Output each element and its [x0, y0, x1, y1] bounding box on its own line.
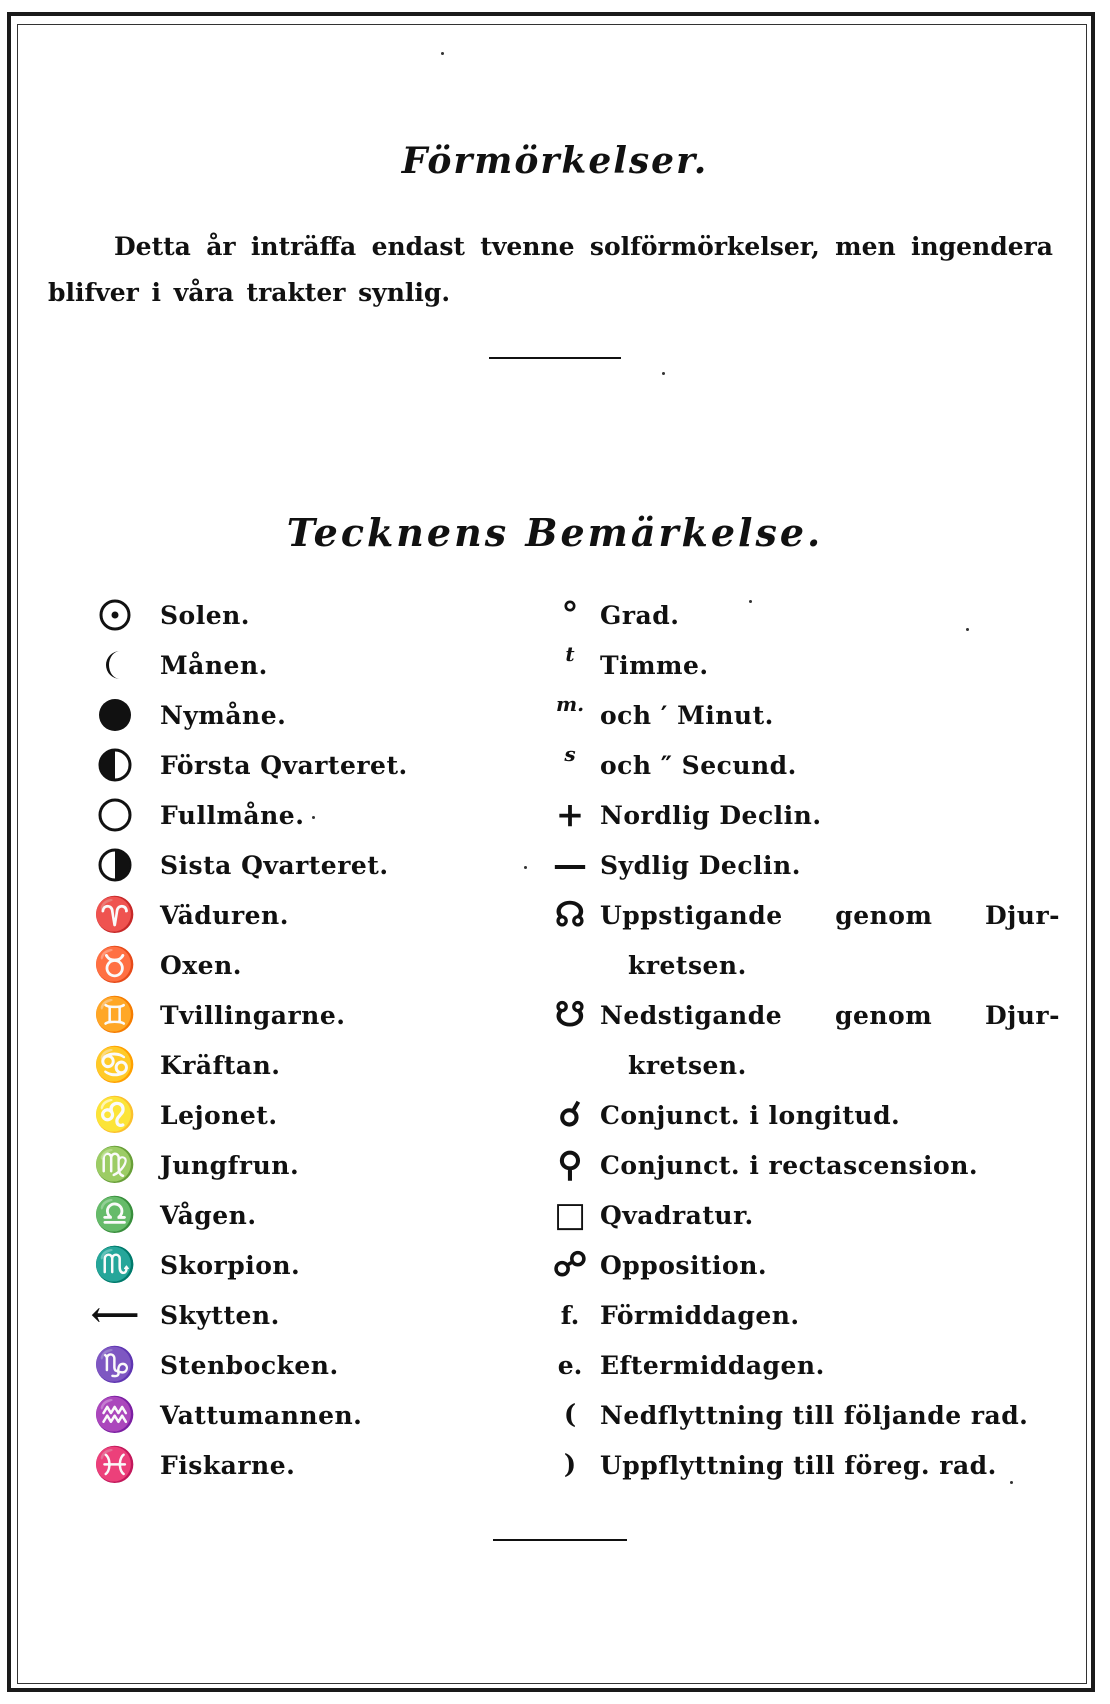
aries-icon: ♈ [93, 895, 137, 935]
left-symbol-list [70, 590, 540, 1490]
ascending-node-icon: ☊ [554, 895, 586, 935]
sun-icon [70, 598, 160, 632]
list-item-label: Vattumannen. [160, 1400, 363, 1430]
list-item [540, 840, 1080, 890]
list-item-label: Första Qvarteret. [160, 750, 408, 780]
list-item [540, 1140, 1080, 1190]
list-item-label: och ′ Minut. [600, 700, 774, 730]
list-item [70, 940, 540, 990]
list-item-label: Nordlig Declin. [600, 800, 822, 830]
speck [749, 600, 752, 603]
list-item [540, 1340, 1080, 1390]
conjunction-icon: ☌ [558, 1095, 582, 1135]
list-item [70, 1290, 540, 1340]
capricorn-icon: ♑ [93, 1345, 137, 1385]
speck [662, 372, 665, 375]
list-item-label: Stenbocken. [160, 1350, 339, 1380]
hour-icon: t [565, 642, 575, 666]
list-item-label: Tvillingarne. [160, 1000, 346, 1030]
aquarius-icon: ♒ [93, 1395, 137, 1435]
leo-icon: ♌ [93, 1095, 137, 1135]
last-quarter-icon [70, 847, 160, 883]
list-item [70, 790, 540, 840]
degree-icon: ° [561, 595, 579, 635]
list-item-label: kretsen. [628, 950, 747, 980]
minus-icon: — [553, 845, 587, 885]
list-item-label: Uppflyttning till föreg. rad. [600, 1450, 997, 1480]
list-item-label: Kräftan. [160, 1050, 281, 1080]
libra-icon: ♎ [93, 1195, 137, 1235]
list-item [540, 690, 1080, 740]
list-item [70, 890, 540, 940]
list-item-label: Conjunct. i longitud. [600, 1100, 901, 1130]
virgo-icon: ♍ [93, 1145, 137, 1185]
first-quarter-icon [70, 747, 160, 783]
list-item [70, 1190, 540, 1240]
speck [1010, 1481, 1013, 1484]
label-word: Uppstigande [600, 900, 783, 930]
list-item-label: Förmiddagen. [600, 1300, 800, 1330]
open-paren-icon: ( [563, 1400, 577, 1430]
list-item [540, 1240, 1080, 1290]
opposition-icon: ☍ [552, 1245, 588, 1285]
list-item [540, 1190, 1080, 1240]
list-item-label: kretsen. [628, 1050, 747, 1080]
list-item-label: Nedflyttning till följande rad. [600, 1400, 1029, 1430]
list-item [70, 590, 540, 640]
speck [966, 628, 969, 631]
list-item [540, 1390, 1080, 1440]
list-item-label: Lejonet. [160, 1100, 278, 1130]
list-item-label: Timme. [600, 650, 709, 680]
list-item [540, 640, 1080, 690]
list-item-label [600, 901, 1060, 930]
list-item [540, 590, 1080, 640]
list-item-label: Solen. [160, 600, 251, 630]
close-paren-icon: ) [563, 1450, 577, 1480]
list-item [540, 740, 1080, 790]
list-item [70, 990, 540, 1040]
list-item-continuation [540, 940, 1080, 990]
quadrature-icon: □ [553, 1195, 587, 1235]
divider [493, 1539, 627, 1541]
label-word: genom [835, 900, 933, 930]
list-item-label: Väduren. [160, 900, 289, 930]
list-item [540, 790, 1080, 840]
list-item [70, 1140, 540, 1190]
list-item-label [600, 1001, 1060, 1030]
divider [489, 357, 621, 359]
list-item-label: Sista Qvarteret. [160, 850, 389, 880]
list-item-label: Skytten. [160, 1300, 280, 1330]
list-item-label: Fiskarne. [160, 1450, 296, 1480]
second-icon: s [564, 742, 576, 766]
pisces-icon: ♓ [93, 1445, 137, 1485]
list-item-label: Nymåne. [160, 700, 287, 730]
list-item [70, 740, 540, 790]
eclipses-heading: Förmörkelser. [401, 140, 709, 182]
list-item [540, 1440, 1080, 1490]
list-item-label: Eftermiddagen. [600, 1350, 825, 1380]
list-item-label: Conjunct. i rectascension. [600, 1150, 979, 1180]
list-item-label: Qvadratur. [600, 1200, 754, 1230]
taurus-icon: ♉ [93, 945, 137, 985]
list-item-label: Sydlig Declin. [600, 850, 801, 880]
list-item-label: Skorpion. [160, 1250, 301, 1280]
label-word: Djur- [985, 1000, 1060, 1030]
label-word: Nedstigande [600, 1000, 783, 1030]
list-item [540, 990, 1080, 1040]
list-item-label: Jungfrun. [160, 1150, 300, 1180]
list-item [70, 1440, 540, 1490]
speck [441, 52, 444, 55]
speck [312, 816, 315, 819]
list-item-continuation [540, 1040, 1080, 1090]
label-word: Djur- [985, 900, 1060, 930]
list-item [70, 1390, 540, 1440]
gemini-icon: ♊ [93, 995, 137, 1035]
right-symbol-list [540, 590, 1080, 1490]
list-item-label: och ″ Secund. [600, 750, 797, 780]
symbols-heading: Tecknens Bemärkelse. [286, 510, 824, 555]
list-item [540, 890, 1080, 940]
descending-node-icon: ☋ [554, 995, 586, 1035]
list-item [70, 1240, 540, 1290]
eclipses-paragraph: Detta år inträffa endast tvenne solförmörkelser, men ingendera blifver i våra trakter synlig. [48, 232, 1053, 307]
cancer-icon: ♋ [93, 1045, 137, 1085]
moon-icon [70, 648, 160, 682]
list-item-label: Opposition. [600, 1250, 768, 1280]
list-item-label: Månen. [160, 650, 268, 680]
list-item-label: Grad. [600, 600, 680, 630]
list-item-label: Vågen. [160, 1200, 257, 1230]
sagittarius-icon: ⟵ [90, 1295, 140, 1335]
minute-icon: m. [555, 692, 585, 716]
afternoon-icon: e. [557, 1350, 583, 1380]
list-item [540, 1090, 1080, 1140]
speck [524, 866, 527, 869]
forenoon-icon: f. [560, 1300, 580, 1330]
conjunction-ra-icon: ⚲ [557, 1145, 583, 1185]
list-item-label: Oxen. [160, 950, 242, 980]
label-word: genom [834, 1000, 933, 1030]
full-moon-icon [70, 797, 160, 833]
plus-icon: + [555, 795, 585, 835]
list-item [70, 840, 540, 890]
list-item [70, 1040, 540, 1090]
scorpio-icon: ♏ [93, 1245, 137, 1285]
list-item [70, 640, 540, 690]
list-item [70, 690, 540, 740]
list-item [70, 1090, 540, 1140]
list-item [540, 1290, 1080, 1340]
new-moon-icon [70, 697, 160, 733]
list-item-label: Fullmåne. [160, 800, 305, 830]
list-item [70, 1340, 540, 1390]
